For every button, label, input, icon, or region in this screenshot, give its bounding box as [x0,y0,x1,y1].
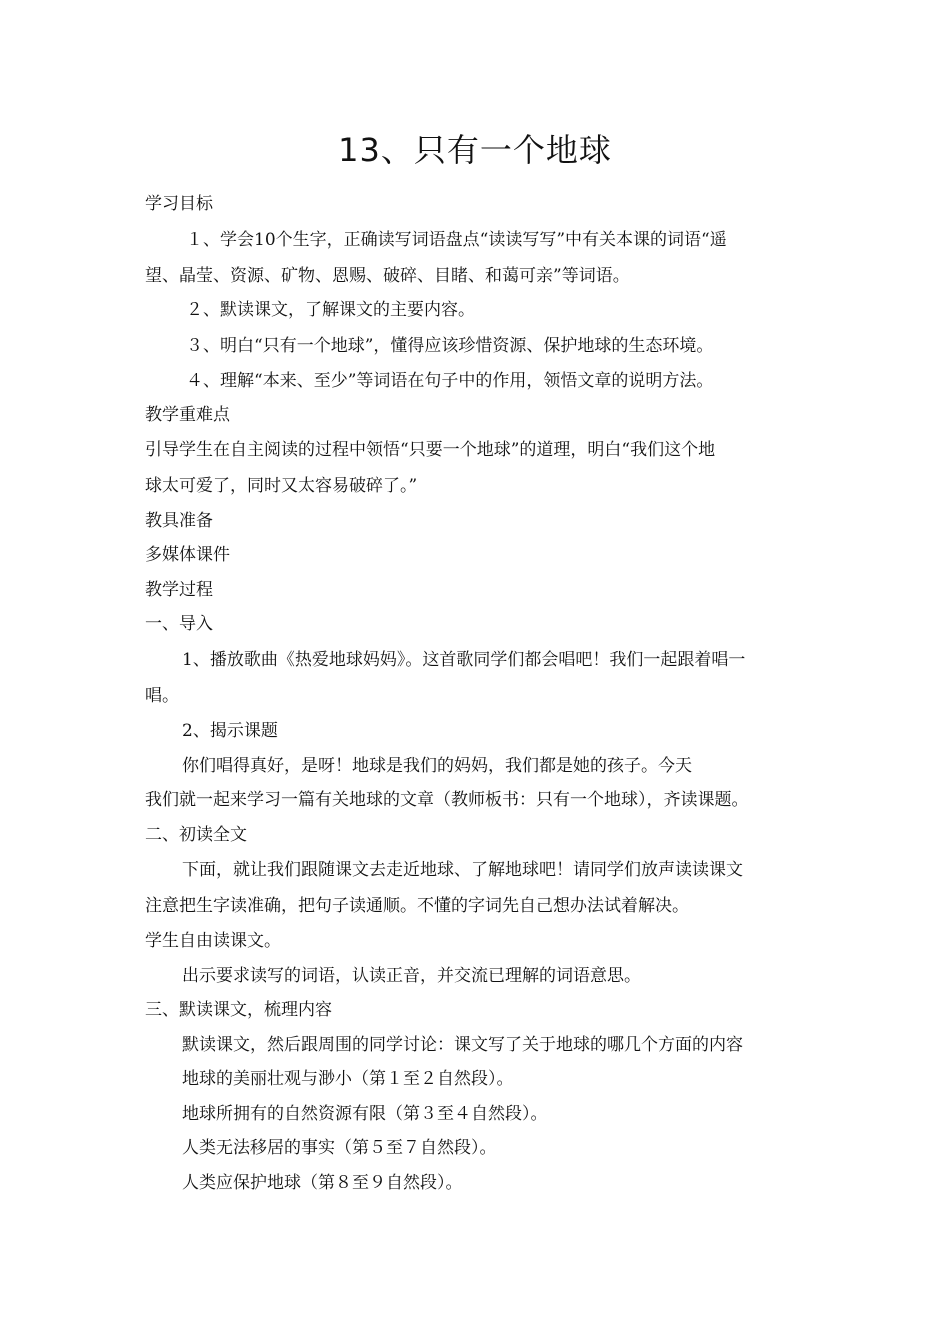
goal-1-line-1: １、学会10个生字，正确读写词语盘点“读读写写”中有关本课的词语“遥 [186,230,727,250]
section-3-point-3: 人类无法移居的事实（第５至７自然段）。 [182,1138,497,1158]
goal-4: ４、理解“本来、至少”等词语在句子中的作用，领悟文章的说明方法。 [186,371,714,391]
section-2-para-line-1: 下面，就让我们跟随课文去走近地球、了解地球吧！请同学们放声读读课文 [182,860,743,880]
section-1-item-2: 2、揭示课题 [182,721,278,741]
section-3-heading: 三、默读课文，梳理内容 [145,1000,332,1020]
key-points-line-1: 引导学生在自主阅读的过程中领悟“只要一个地球”的道理，明白“我们这个地 [145,440,716,460]
section-2-words-task: 出示要求读写的词语，认读正音，并交流已理解的词语意思。 [182,966,641,986]
materials-text: 多媒体课件 [145,545,230,565]
goal-1-line-2: 望、晶莹、资源、矿物、恩赐、破碎、目睹、和蔼可亲”等词语。 [145,266,630,286]
section-1-item-1-line-2: 唱。 [145,686,179,706]
section-3-point-1: 地球的美丽壮观与渺小（第１至２自然段）。 [182,1069,514,1089]
section-1-para-line-2: 我们就一起来学习一篇有关地球的文章（教师板书：只有一个地球），齐读课题。 [145,790,749,810]
section-2-student-reading: 学生自由读课文。 [145,931,281,951]
heading-process: 教学过程 [145,580,213,600]
section-3-task: 默读课文，然后跟周围的同学讨论：课文写了关于地球的哪几个方面的内容 [182,1035,743,1055]
section-3-point-4: 人类应保护地球（第８至９自然段）。 [182,1173,463,1193]
goal-3: ３、明白“只有一个地球”，懂得应该珍惜资源、保护地球的生态环境。 [186,336,714,356]
heading-key-points: 教学重难点 [145,405,230,425]
section-3-point-2: 地球所拥有的自然资源有限（第３至４自然段）。 [182,1104,548,1124]
section-1-heading: 一、导入 [145,614,213,634]
section-1-item-1-line-1: 1、播放歌曲《热爱地球妈妈》。这首歌同学们都会唱吧！我们一起跟着唱一 [182,650,746,670]
section-2-para-line-2: 注意把生字读准确，把句子读通顺。不懂的字词先自己想办法试着解决。 [145,896,689,916]
section-2-heading: 二、初读全文 [145,825,247,845]
key-points-line-2: 球太可爱了，同时又太容易破碎了。” [145,476,418,496]
goal-2: ２、默读课文，了解课文的主要内容。 [186,300,475,320]
page-title: 13、只有一个地球 [338,131,612,169]
heading-learning-goals: 学习目标 [145,194,213,214]
section-1-para-line-1: 你们唱得真好，是呀！地球是我们的妈妈，我们都是她的孩子。今天 [182,756,692,776]
heading-materials: 教具准备 [145,511,213,531]
